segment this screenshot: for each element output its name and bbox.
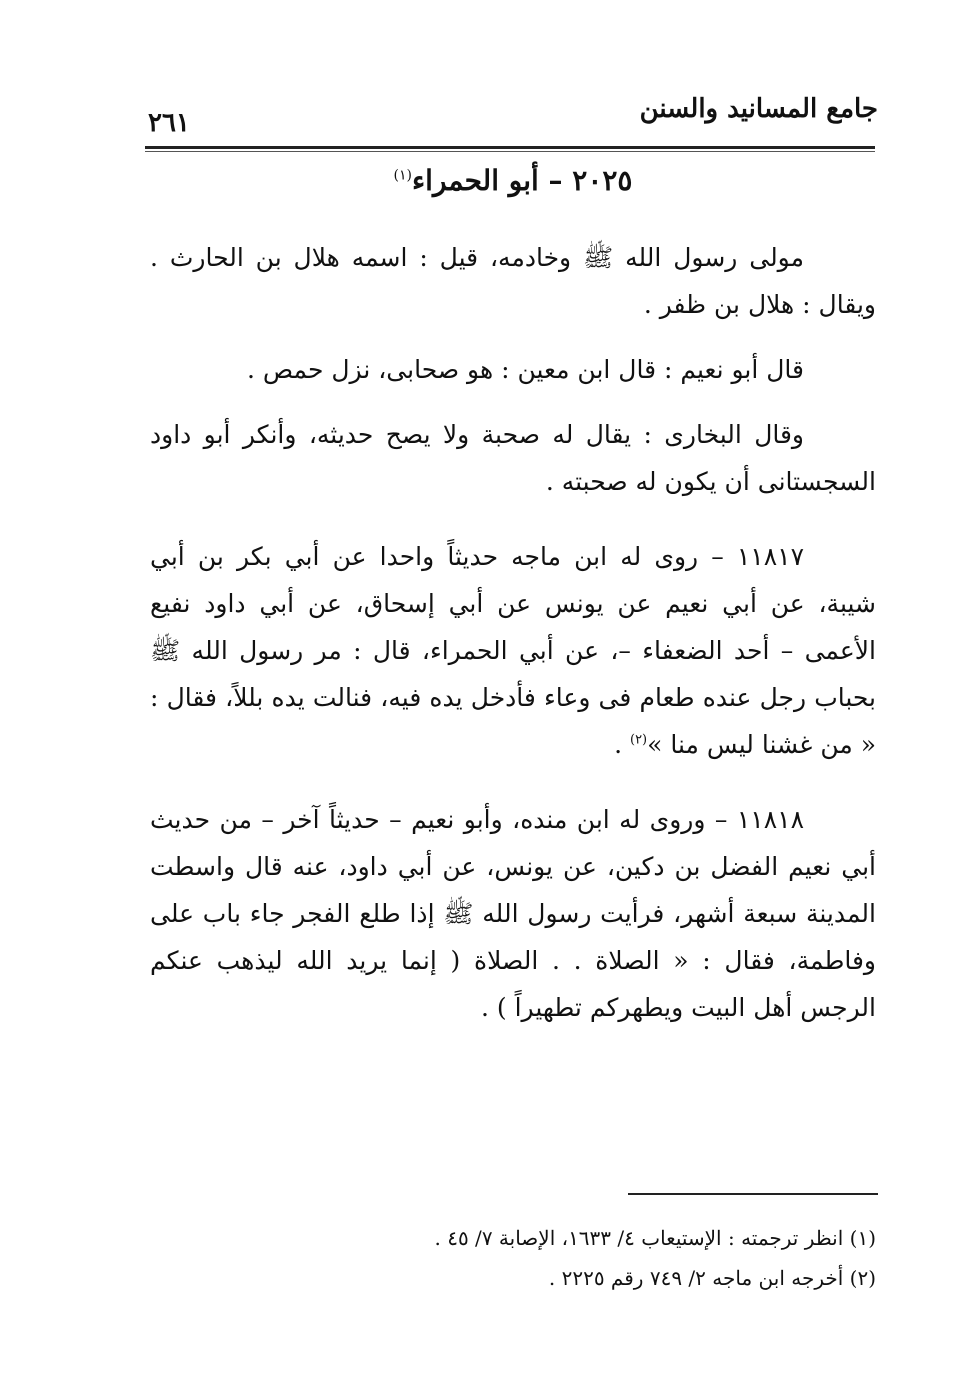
entry-dash: – [548,164,563,197]
paragraph-identity: مولى رسول الله ﷺ وخادمه، قيل : اسمه هلال بن الحارث . ويقال : هلال بن ظفر . [150,243,876,319]
hadith-11817-tail: . [614,730,630,759]
header-rule [145,146,875,149]
footnote-1: (١) انظر ترجمته : الإستيعاب ٤/ ١٦٣٣، الإصابة ٧/ ٤٥ . [434,1226,876,1250]
entry-footnote-ref: (١) [393,167,413,184]
footnote-2: (٢) أخرجه ابن ماجه ٢/ ٧٤٩ رقم ٢٢٢٥ . [548,1266,876,1290]
header-rule-thin [145,151,875,152]
page-number: ٢٦١ [148,108,190,138]
hadith-11817-footnote-ref: (٢) [629,732,648,748]
paragraph-abu-nuaym: قال أبو نعيم : قال ابن معين : هو صحابى، نزل حمص . [247,355,804,384]
entry-title [148,164,878,197]
paragraph-bukhari: وقال البخارى : يقال له صحبة ولا يصح حديثه، وأنكر أبو داود السجستانى أن يكون له صحبته . [150,420,876,496]
hadith-11817-text: ١١٨١٧ – روى له ابن ماجه حديثاً واحدا عن أبي بكر بن أبي شيبة، عن أبي نعيم عن يونس عن أبي إسحاق، عن أبي داود نفيع الأعمى – أحد الضعفاء –، عن أبي الحمراء، قال : مر رسول الله ﷺ بحباب رجل عنده طعام فى وعاء فأدخل يده فيه، فنالت يده بللاً، فقال : « من غشنا ليس منا » [150,542,876,759]
footnotes [200,1218,876,1298]
footnote-rule [628,1193,878,1195]
running-header [148,88,878,144]
body-text [150,234,876,1031]
entry-name: أبو الحمراء [412,164,539,197]
entry-number: ٢٠٢٥ [572,164,633,197]
paragraph-hadith-11818: ١١٨١٨ – وروى له ابن منده، وأبو نعيم – حديثاً آخر – من حديث أبي نعيم الفضل بن دكين، عن يونس، عن أبي داود، عنه قال واسطت المدينة سبعة أشهر، فرأيت رسول الله ﷺ إذا طلع الفجر جاء باب على وفاطمة، فقال : « الصلاة . . الصلاة ( إنما يريد الله ليذهب عنكم الرجس أهل البيت ويطهركم تطهيراً ) . [150,805,876,1022]
paragraph-hadith-11817 [150,533,876,768]
book-title: جامع المسانيد والسنن [639,94,878,124]
